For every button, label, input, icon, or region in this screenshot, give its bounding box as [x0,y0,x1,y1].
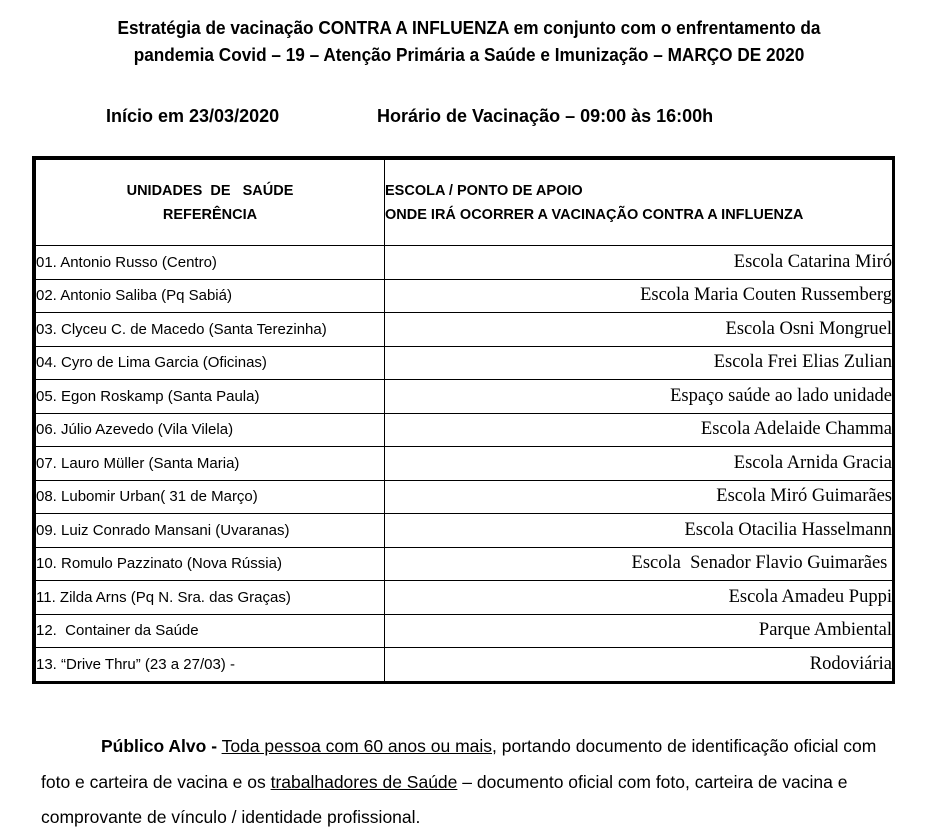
vaccination-sites-table [32,156,895,684]
school-cell: Escola Senador Flavio Guimarães [385,547,894,581]
target-audience-text-2: – documento oficial com foto, carteira de vacina e comprovante de vínculo / identidade profissional. [41,771,848,827]
table-row [34,480,894,514]
column-header-health-units-line2: REFERÊNCIA [162,206,258,223]
school-cell: Escola Miró Guimarães [385,480,894,514]
school-cell: Escola Maria Couten Russemberg [385,279,894,313]
school-cell: Escola Amadeu Puppi [385,581,894,615]
table-row [34,581,894,615]
health-unit-cell: 01. Antonio Russo (Centro) [34,246,385,280]
target-audience-label: Público Alvo - [101,736,218,756]
table-row [34,413,894,447]
health-unit-cell: 10. Romulo Pazzinato (Nova Rússia) [34,547,385,581]
school-cell: Rodoviária [385,648,894,683]
column-header-school-line2: ONDE IRÁ OCORRER A VACINAÇÃO CONTRA A INFLUENZA [385,206,804,223]
table-row [34,447,894,481]
table-row [34,346,894,380]
health-unit-cell: 06. Júlio Azevedo (Vila Vilela) [34,413,385,447]
table-row [34,514,894,548]
health-unit-cell: 11. Zilda Arns (Pq N. Sra. das Graças) [34,581,385,615]
table-row [34,547,894,581]
health-unit-cell: 08. Lubomir Urban( 31 de Março) [34,480,385,514]
school-cell: Escola Frei Elias Zulian [385,346,894,380]
school-cell: Escola Otacilia Hasselmann [385,514,894,548]
school-cell: Espaço saúde ao lado unidade [385,380,894,414]
start-date: Início em 23/03/2020 [106,106,280,126]
health-unit-cell: 09. Luiz Conrado Mansani (Uvaranas) [34,514,385,548]
health-unit-cell: 05. Egon Roskamp (Santa Paula) [34,380,385,414]
document-title [33,14,905,68]
target-audience-text-1: , portando documento de identificação oficial com foto e carteira de vacina e os [41,736,877,792]
target-audience-health-workers: trabalhadores de Saúde [270,771,458,792]
table-row [34,380,894,414]
title-line-1: Estratégia de vacinação CONTRA A INFLUENZA em conjunto com o enfrentamento da [117,17,821,38]
school-cell: Escola Adelaide Chamma [385,413,894,447]
health-unit-cell: 02. Antonio Saliba (Pq Sabiá) [34,279,385,313]
school-cell: Escola Catarina Miró [385,246,894,280]
health-unit-cell: 13. “Drive Thru” (23 a 27/03) - [34,648,385,683]
health-unit-cell: 07. Lauro Müller (Santa Maria) [34,447,385,481]
vaccination-schedule: Horário de Vacinação – 09:00 às 16:00h [377,106,714,126]
target-audience-elderly: Toda pessoa com 60 anos ou mais [221,736,493,756]
column-header-health-units-line1: UNIDADES DE SAÚDE [126,182,294,199]
school-cell: Escola Arnida Gracia [385,447,894,481]
health-unit-cell: 03. Clyceu C. de Macedo (Santa Terezinha) [34,313,385,347]
table-row [34,246,894,280]
table-header-row [34,158,894,246]
table-row [34,648,894,683]
table-row [34,614,894,648]
school-cell: Escola Osni Mongruel [385,313,894,347]
column-header-school-line1: ESCOLA / PONTO DE APOIO [385,182,583,199]
health-unit-cell: 12. Container da Saúde [34,614,385,648]
table-row [34,279,894,313]
health-unit-cell: 04. Cyro de Lima Garcia (Oficinas) [34,346,385,380]
target-audience-paragraph [41,729,901,836]
title-line-2: pandemia Covid – 19 – Atenção Primária a Saúde e Imunização – MARÇO DE 2020 [133,44,805,65]
table-row [34,313,894,347]
column-header-health-units [34,158,385,246]
school-cell: Parque Ambiental [385,614,894,648]
column-header-school [385,158,894,246]
